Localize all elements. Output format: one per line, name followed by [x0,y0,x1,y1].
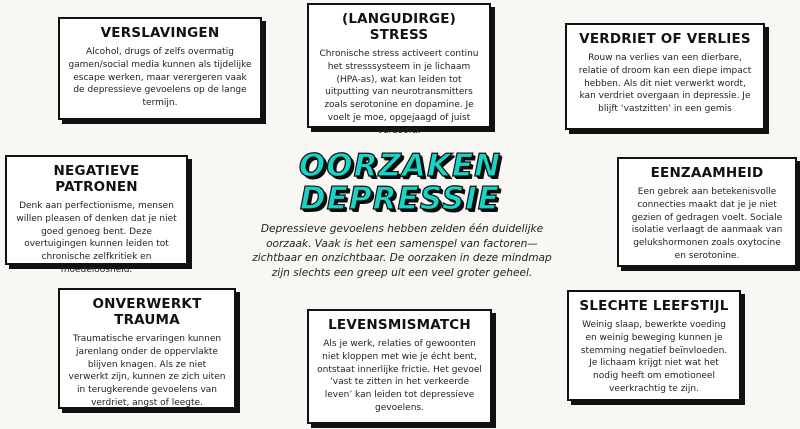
cause-heading: ONVERWERKT TRAUMA [92,296,202,328]
cause-card-verslavingen [58,17,262,120]
cause-card-eenzaamheid [617,157,797,267]
cause-text: Rouw na verlies van een dierbare, relatie of droom kan een diepe impact hebben. Als dit niet verwerkt wordt, kan verdriet overgaan in depressie. Je blijft ‘vastzitten’ in een gemis [578,53,752,115]
cause-heading: SLECHTE LEEFSTIJL [579,298,729,314]
cause-card-patronen [5,155,188,275]
cause-text: Denk aan perfectionisme, mensen willen pleasen of denken dat je niet goed genoeg bent. Deze overtuigingen kunnen leiden tot chronische zelfkritiek en moedeloosheid. [16,201,177,275]
cause-card-stress [307,3,491,136]
title-line-1: OORZAKEN [298,148,502,184]
cause-heading: NEGATIEVE PATRONEN [53,163,140,195]
title-line-2: DEPRESSIE [300,181,500,217]
cause-card-trauma [58,288,236,409]
cause-text: Een gebrek aan betekenisvolle connecties maakt dat je je niet gezien of gedragen voelt. Sociale isolatie verlaagt de aanmaak van gelukshormonen zoals oxytocine en serotonine. [631,187,783,261]
cause-card-leefstijl [567,290,741,401]
cause-card-verdriet [565,23,765,130]
page-title [230,150,570,216]
cause-heading: VERSLAVINGEN [100,25,220,41]
intro-text: Depressieve gevoelens hebben zelden één duidelijke oorzaak. Vaak is het een samenspel van factoren—zichtbaar en onzichtbaar. De oorzaken in deze mindmap zijn slechts een greep uit een veel groter geheel. [252,223,552,279]
cause-text: Alcohol, drugs of zelfs overmatig gamen/social media kunnen als tijdelijke escape werken, maar verergeren vaak de depressieve gevoelens op de lange termijn. [68,47,252,109]
cause-text: Chronische stress activeert continu het stresssysteem in je lichaam (HPA-as), wat kan leiden tot uitputting van neurotransmitters zoals serotonine en dopamine. Je voelt je moe, opgejaagd of juist verdoofd. [319,49,479,136]
cause-heading: VERDRIET OF VERLIES [579,31,751,47]
cause-text: Traumatische ervaringen kunnen jarenlang onder de oppervlakte blijven knagen. Als ze niet verwerkt zijn, kunnen ze zich uiten in terugkerende gevoelens van verdriet, angst of leegte. [68,334,226,408]
cause-heading: EENZAAMHEID [650,165,764,181]
cause-text: Als je werk, relaties of gewoonten niet kloppen met wie je écht bent, ontstaat innerlijke frictie. Het gevoel ‘vast te zitten in het verkeerde leven’ kan leiden tot depressieve gevoelens. [317,339,482,413]
cause-text: Weinig slaap, bewerkte voeding en weinig beweging kunnen je stemming negatief beïnvloeden. Je lichaam krijgt niet wat het nodig heeft om emotioneel veerkrachtig te zijn. [580,320,728,394]
cause-heading: (LANGUDIRGE) STRESS [341,11,457,43]
cause-heading: LEVENSMISMATCH [328,317,471,333]
cause-card-levensmismatch [307,309,492,424]
